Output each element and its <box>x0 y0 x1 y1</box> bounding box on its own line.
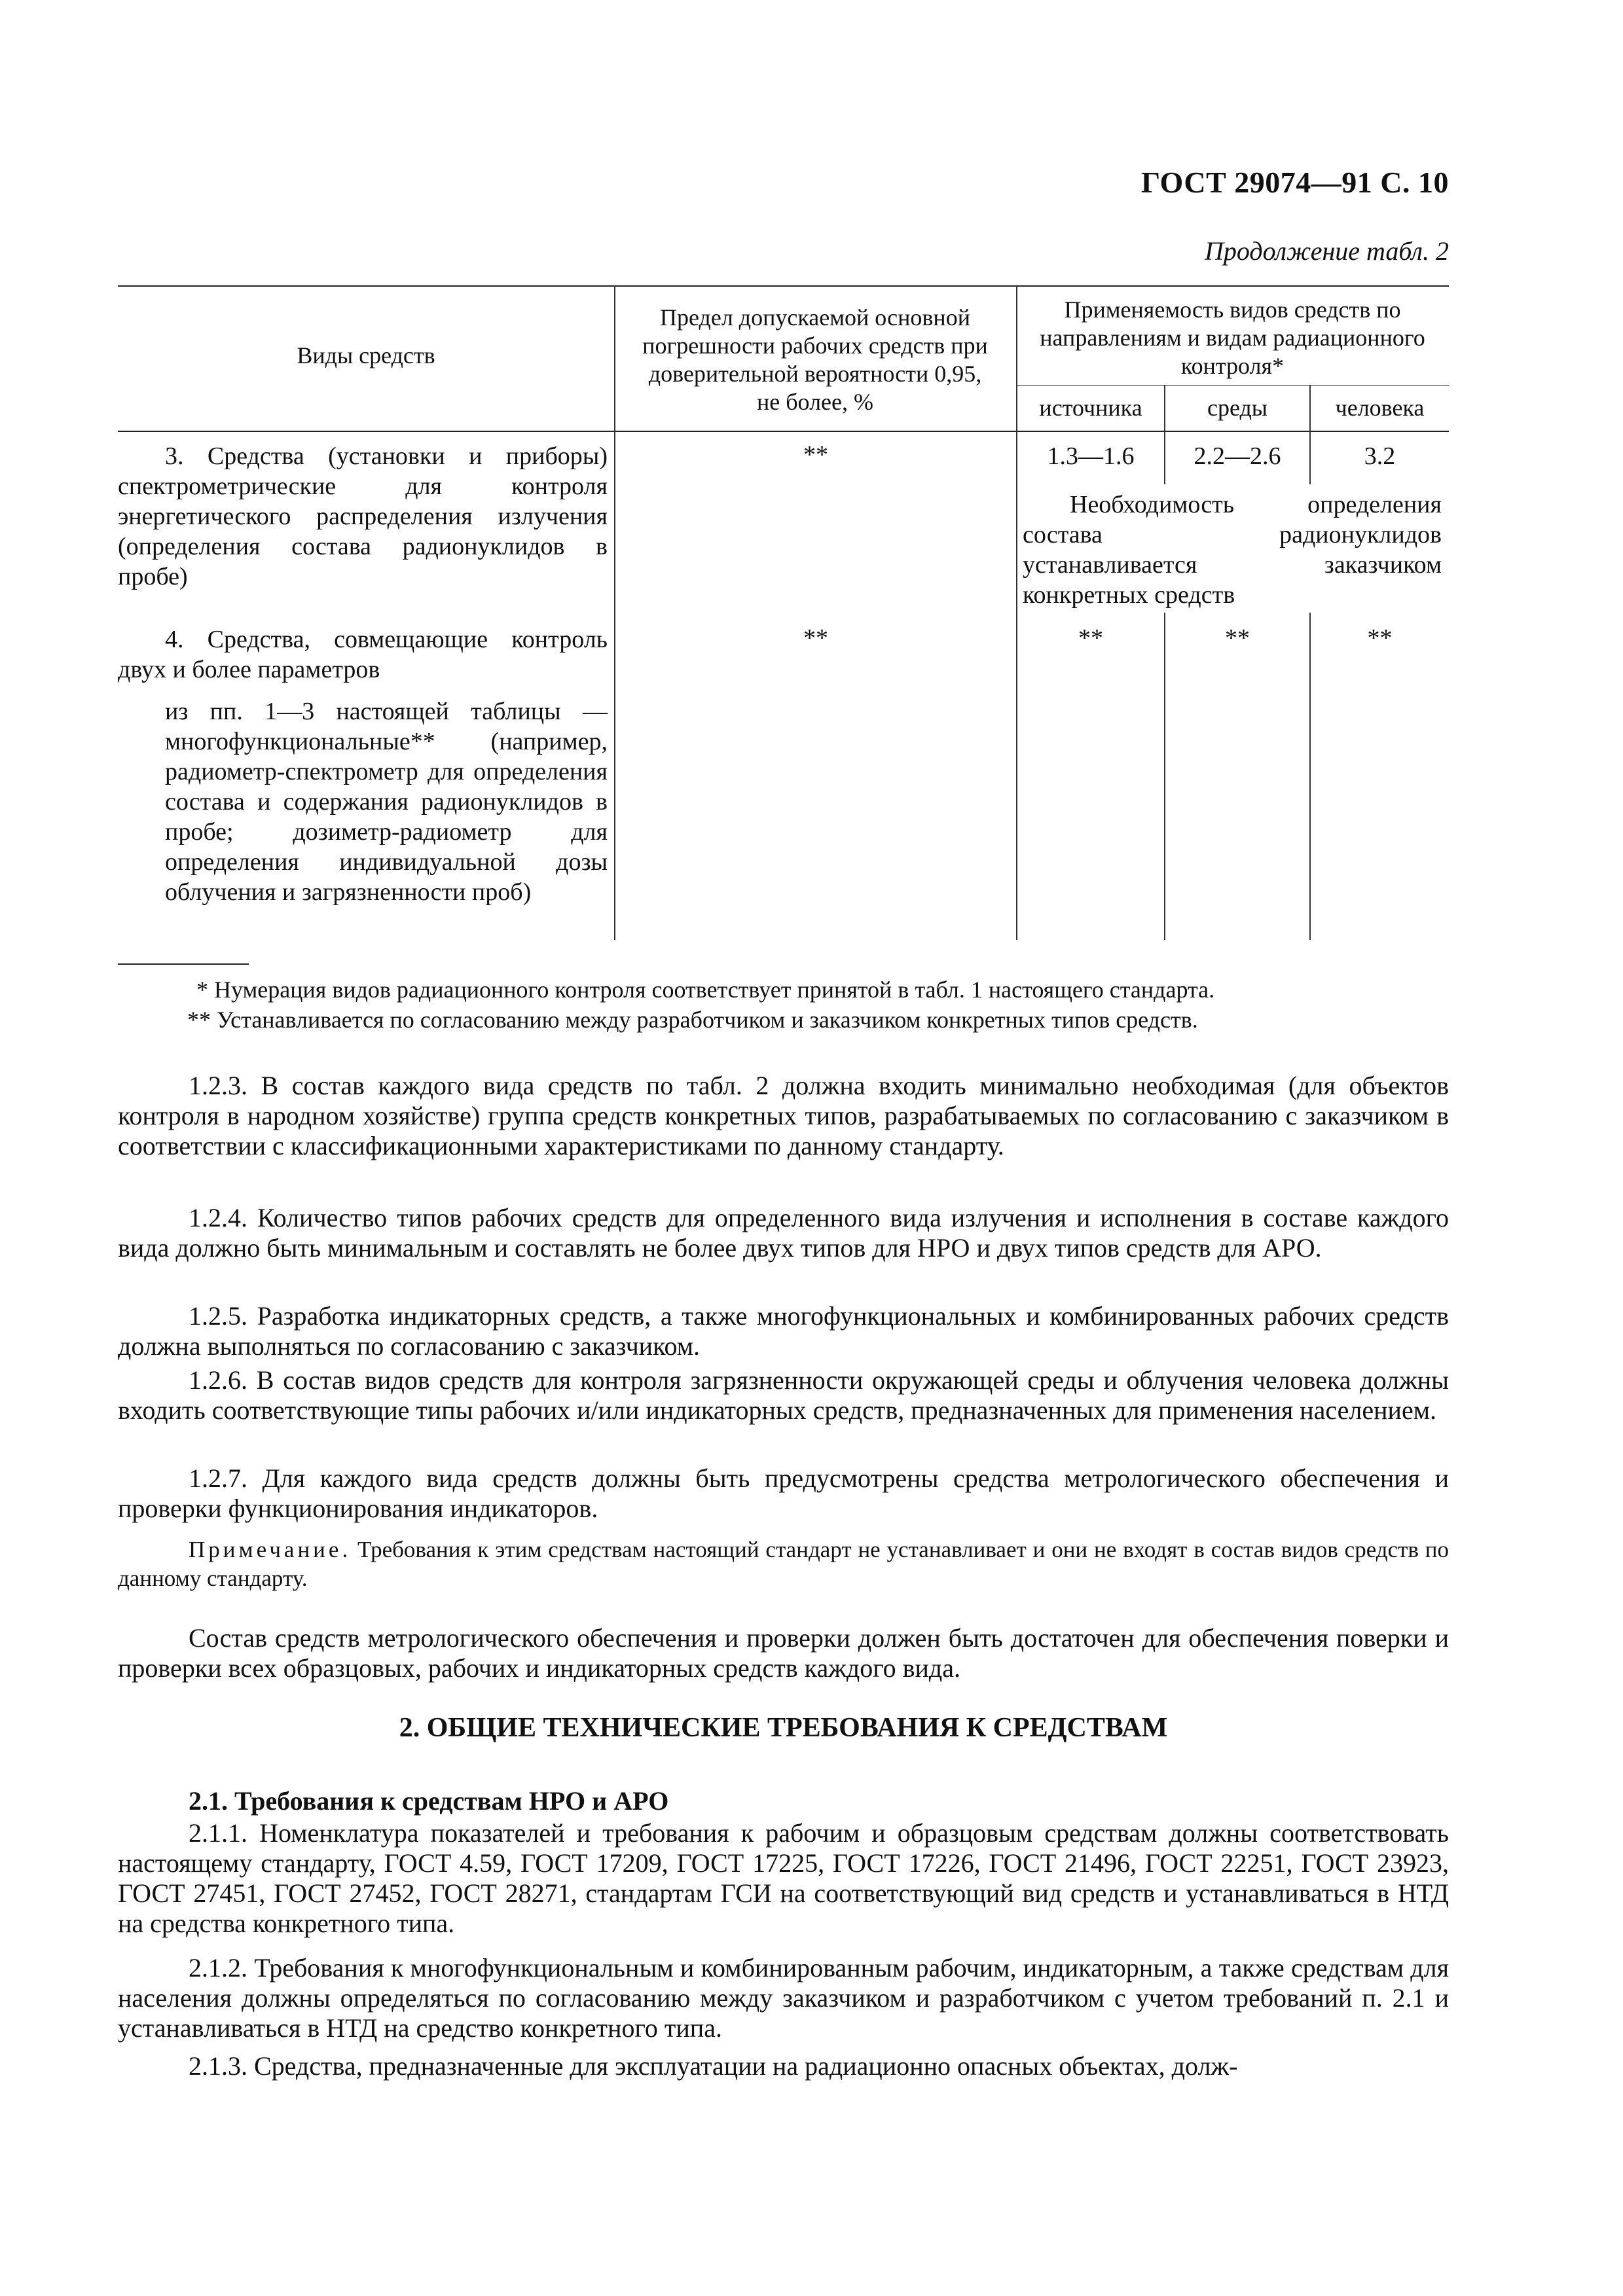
subheader-human: человека <box>1335 395 1425 421</box>
subheader-environment: среды <box>1207 395 1267 421</box>
row4-type: 4. Средства, совмещающие контроль двух и более параметров <box>118 626 608 683</box>
subsection-2-1-title: 2.1. Требования к средствам НРО и АРО <box>189 1786 669 1816</box>
row4-environment: ** <box>1225 624 1250 652</box>
section-2-title: 2. ОБЩИЕ ТЕХНИЧЕСКИЕ ТРЕБОВАНИЯ К СРЕДСТВАМ <box>399 1713 1168 1743</box>
row3-source: 1.3—1.6 <box>1047 442 1135 470</box>
row3-note: Необходимость определения состава радионуклидов устанавливается заказчиком конкретных средств <box>1023 491 1442 609</box>
paragraph-2-1-2: 2.1.2. Требования к многофункциональным и комбинированным рабочим, индикаторным, а также средствам для населения должны определяться по согласованию между заказчиком и разработчиком с учетом требований п. 2.1 и устанавливаться в НТД на средство конкретного типа. <box>118 1953 1449 2043</box>
row3-type: 3. Средства (установки и приборы) спектрометрические для контроля энергетического распределения излучения (определения состава радионуклидов в пробе) <box>118 442 608 590</box>
note-text: Требования к этим средствам настоящий стандарт не устанавливает и они не входят в состав видов средств по данному стандарту. <box>118 1537 1449 1591</box>
table-col-divider-4c <box>1309 613 1311 940</box>
paragraph-2-1-1: 2.1.1. Номенклатура показателей и требования к рабочим и образцовым средствам должны соответствовать настоящему стандарту, ГОСТ 4.59, ГОСТ 17209, ГОСТ 17225, ГОСТ 17226, ГОСТ 21496, ГОСТ 22251, ГОСТ 23923, ГОСТ 27451, ГОСТ 27452, ГОСТ 28271, стандартам ГСИ на соответствующий вид средств и устанавливаться в НТД на средства конкретного типа. <box>118 1818 1449 1938</box>
row4-source: ** <box>1078 624 1103 652</box>
header-applicability: Применяемость видов средств по направлениям и видам радиационного контроля* <box>1040 296 1425 379</box>
paragraph-1-2-7: 1.2.7. Для каждого вида средств должны быть предусмотрены средства метрологического обеспечения и проверки функционирования индикаторов. <box>118 1463 1449 1523</box>
table-col-divider-1 <box>614 285 615 940</box>
table-header-bottom-border <box>118 431 1449 432</box>
paragraph-1-2-5: 1.2.5. Разработка индикаторных средств, а также многофункциональных и комбинированных рабочих средств должна выполняться по согласованию с заказчиком. <box>118 1301 1449 1361</box>
header-error-limit: Предел допускаемой основной погрешности рабочих средств при доверительной вероятности 0,95, не более, % <box>642 304 988 415</box>
table-caption: Продолжение табл. 2 <box>1204 236 1449 266</box>
table-col-divider-3c <box>1164 613 1165 940</box>
row4-human: ** <box>1367 624 1393 652</box>
row3-error: ** <box>803 441 828 469</box>
row4-error: ** <box>803 624 828 652</box>
row3-human: 3.2 <box>1364 442 1396 470</box>
row3-environment: 2.2—2.6 <box>1194 442 1281 470</box>
paragraph-1-2-4: 1.2.4. Количество типов рабочих средств для определенного вида излучения и исполнения в составе каждого вида должно быть минимальным и составлять не более двух типов для НРО и двух типов средств для АРО. <box>118 1203 1449 1263</box>
table-top-border <box>118 285 1449 287</box>
note-label: Примечание. <box>189 1537 352 1562</box>
header-types: Виды средств <box>297 342 435 368</box>
footnote-rule <box>118 963 249 965</box>
paragraph-metrology: Состав средств метрологического обеспечения и проверки должен быть достаточен для обеспечения поверки и проверки всех образцовых, рабочих и индикаторных средств каждого вида. <box>118 1623 1449 1683</box>
page-header: ГОСТ 29074—91 С. 10 <box>1140 166 1449 199</box>
table-subheader-line <box>1017 385 1449 386</box>
paragraph-1-2-3: 1.2.3. В состав каждого вида средств по табл. 2 должна входить минимально необходимая (для объектов контроля в народном хозяйстве) группа средств конкретных типов, разрабатываемых по согласованию с заказчиком в соответствии с классификационными характеристиками по данному стандарту. <box>118 1071 1449 1160</box>
table-col-divider-2 <box>1016 285 1017 940</box>
note-block <box>118 1535 1449 1593</box>
footnote-1: * Нумерация видов радиационного контроля соответствует принятой в табл. 1 настоящего стандарта. <box>196 977 1215 1003</box>
row4-type-continued: из пп. 1—3 настоящей таблицы — многофункциональные** (например, радиометр-спектрометр для определения состава и содержания радионуклидов в пробе; дозиметр-радиометр для определения индивидуальной дозы облучения и загрязненности проб) <box>165 698 608 906</box>
subheader-source: источника <box>1039 395 1142 421</box>
footnote-2: ** Устанавливается по согласованию между разработчиком и заказчиком конкретных типов средств. <box>187 1007 1198 1033</box>
classification-table <box>118 285 1449 940</box>
paragraph-2-1-3: 2.1.3. Средства, предназначенные для эксплуатации на радиационно опасных объектах, долж- <box>189 2051 1238 2081</box>
paragraph-1-2-6: 1.2.6. В состав видов средств для контроля загрязненности окружающей среды и облучения человека должны входить соответствующие типы рабочих и/или индикаторных средств, предназначенных для применения населением. <box>118 1365 1449 1425</box>
